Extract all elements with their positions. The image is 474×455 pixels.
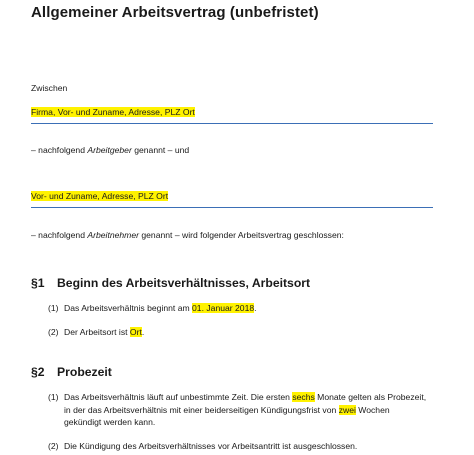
- document-title: Allgemeiner Arbeitsvertrag (unbefristet): [31, 4, 319, 21]
- section-1-title: Beginn des Arbeitsverhältnisses, Arbeitsort: [57, 276, 311, 290]
- item-line-1: Das Arbeitsverhältnis läuft auf unbestimmte Zeit. Die ersten sechs Monate gelten als Probezeit,: [64, 392, 427, 402]
- employee-placeholder: Vor- und Zuname, Adresse, PLZ Ort: [31, 191, 169, 201]
- section-2-heading: [31, 365, 112, 379]
- section-2-number: §2: [31, 365, 45, 379]
- employee-underline: [31, 207, 433, 208]
- employee-role: Arbeitnehmer: [87, 230, 139, 240]
- probation-months-highlight[interactable]: sechs: [292, 392, 315, 402]
- section-1-number: §1: [31, 276, 45, 290]
- between-label: Zwischen: [31, 83, 68, 93]
- employee-note: – nachfolgend Arbeitnehmer genannt – wird folgender Arbeitsvertrag geschlossen:: [31, 230, 344, 240]
- section-1-heading: [31, 276, 310, 290]
- item-number: (1): [48, 303, 59, 313]
- item-text: Der Arbeitsort ist Ort.: [64, 327, 145, 337]
- employer-role: Arbeitgeber: [87, 145, 132, 155]
- start-date-highlight[interactable]: 01. Januar 2018: [192, 303, 255, 313]
- item-number: (2): [48, 441, 59, 451]
- item-line-3: gekündigt werden kann.: [64, 417, 156, 427]
- item-text: [64, 391, 436, 429]
- notice-weeks-highlight[interactable]: zwei: [338, 404, 356, 415]
- work-location-highlight[interactable]: Ort: [129, 327, 142, 337]
- item-line-2: in der das Arbeitsverhältnis mit einer beiderseitigen Kündigungsfrist von zwei Wochen: [64, 404, 390, 415]
- item-number: (2): [48, 327, 59, 337]
- employer-field[interactable]: [31, 107, 195, 118]
- item-text: Das Arbeitsverhältnis beginnt am 01. Januar 2018.: [64, 303, 257, 313]
- employer-placeholder: Firma, Vor- und Zuname, Adresse, PLZ Ort: [31, 107, 195, 117]
- employer-note: – nachfolgend Arbeitgeber genannt – und: [31, 145, 190, 155]
- item-text: Die Kündigung des Arbeitsverhältnisses vor Arbeitsantritt ist ausgeschlossen.: [64, 441, 358, 451]
- section-2-title: Probezeit: [57, 365, 112, 379]
- employer-underline: [31, 123, 433, 124]
- item-number: (1): [48, 392, 59, 402]
- employee-field[interactable]: [31, 191, 168, 202]
